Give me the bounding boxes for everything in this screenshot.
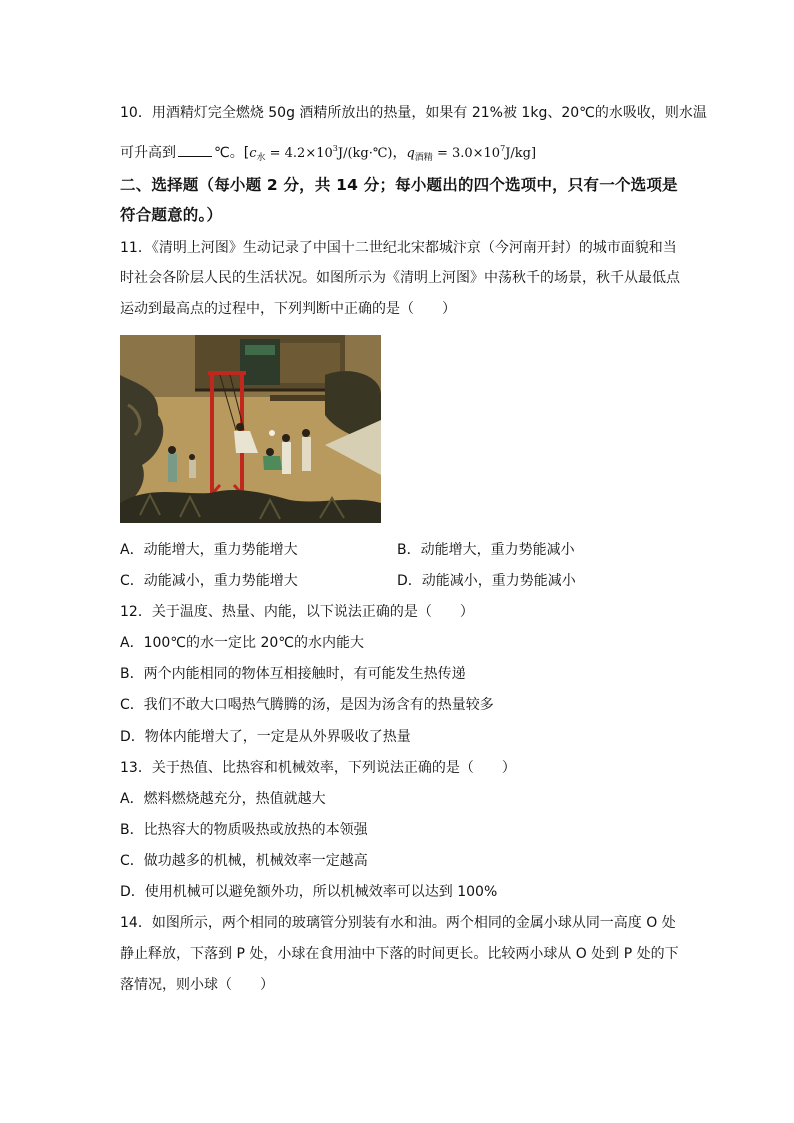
alcohol-heat-value: $q_{酒精} = 3.0\times 10^7J/kg$] — [406, 144, 537, 163]
section-heading-line1: 二、选择题（每小题 2 分，共 14 分；每小题出的四个选项中，只有一个选项是 — [120, 176, 678, 194]
q13-option-a: A．燃料燃烧越充分，热值就越大 — [120, 791, 326, 807]
q14-line1: 14．如图所示，两个相同的玻璃管分别装有水和油。两个相同的金属小球从同一高度 O 处 — [120, 915, 676, 931]
q13-stem: 13．关于热值、比热容和机械效率，下列说法正确的是（ ） — [120, 760, 516, 776]
q11-line2: 时社会各阶层人民的生活状况。如图所示为《清明上河图》中荡秋千的场景，秋千从最低点 — [120, 270, 680, 286]
q14-line3: 落情况，则小球（ ） — [120, 977, 274, 993]
q12-option-b: B．两个内能相同的物体互相接触时，有可能发生热传递 — [120, 666, 466, 682]
q12-option-a: A．100℃的水一定比 20℃的水内能大 — [120, 635, 365, 651]
separator: ， — [392, 145, 407, 161]
q12-option-c: C．我们不敢大口喝热气腾腾的汤，是因为汤含有的热量较多 — [120, 697, 494, 713]
answer-blank[interactable] — [178, 143, 212, 157]
q13-option-b: B．比热容大的物质吸热或放热的本领强 — [120, 822, 368, 838]
q11-option-b: B．动能增大，重力势能减小 — [397, 542, 575, 558]
q13-option-d: D．使用机械可以避免额外功，所以机械效率可以达到 100% — [120, 884, 498, 900]
q10-line2 — [120, 139, 536, 168]
q13-option-c: C．做功越多的机械，机械效率一定越高 — [120, 853, 368, 869]
q10-line1: 10．用酒精灯完全燃烧 50g 酒精所放出的热量，如果有 21%被 1kg、20℃的水吸收，则水温 — [120, 105, 707, 121]
q12-stem: 12．关于温度、热量、内能，以下说法正确的是（ ） — [120, 604, 474, 620]
water-specific-heat: $c_水$ = $4.2\times 10^3J/(kg\cdot℃)$ — [249, 144, 393, 163]
q10-prefix: 可升高到 — [120, 145, 176, 161]
q11-option-d: D．动能减小，重力势能减小 — [397, 573, 576, 589]
q12-option-d: D．物体内能增大了，一定是从外界吸收了热量 — [120, 729, 411, 745]
q10-suffix: ℃。[ — [214, 145, 250, 161]
q11-line3: 运动到最高点的过程中，下列判断中正确的是（ ） — [120, 301, 456, 317]
qingming-swing-painting — [120, 335, 381, 523]
q11-line1: 11．《清明上河图》生动记录了中国十二世纪北宋都城汴京（今河南开封）的城市面貌和当 — [120, 240, 677, 256]
section-heading-line2: 符合题意的。） — [120, 206, 223, 224]
q11-option-c: C．动能减小，重力势能增大 — [120, 573, 298, 589]
q14-line2: 静止释放，下落到 P 处，小球在食用油中下落的时间更长。比较两小球从 O 处到 P 处的下 — [120, 946, 679, 962]
q11-option-a: A．动能增大，重力势能增大 — [120, 542, 298, 558]
